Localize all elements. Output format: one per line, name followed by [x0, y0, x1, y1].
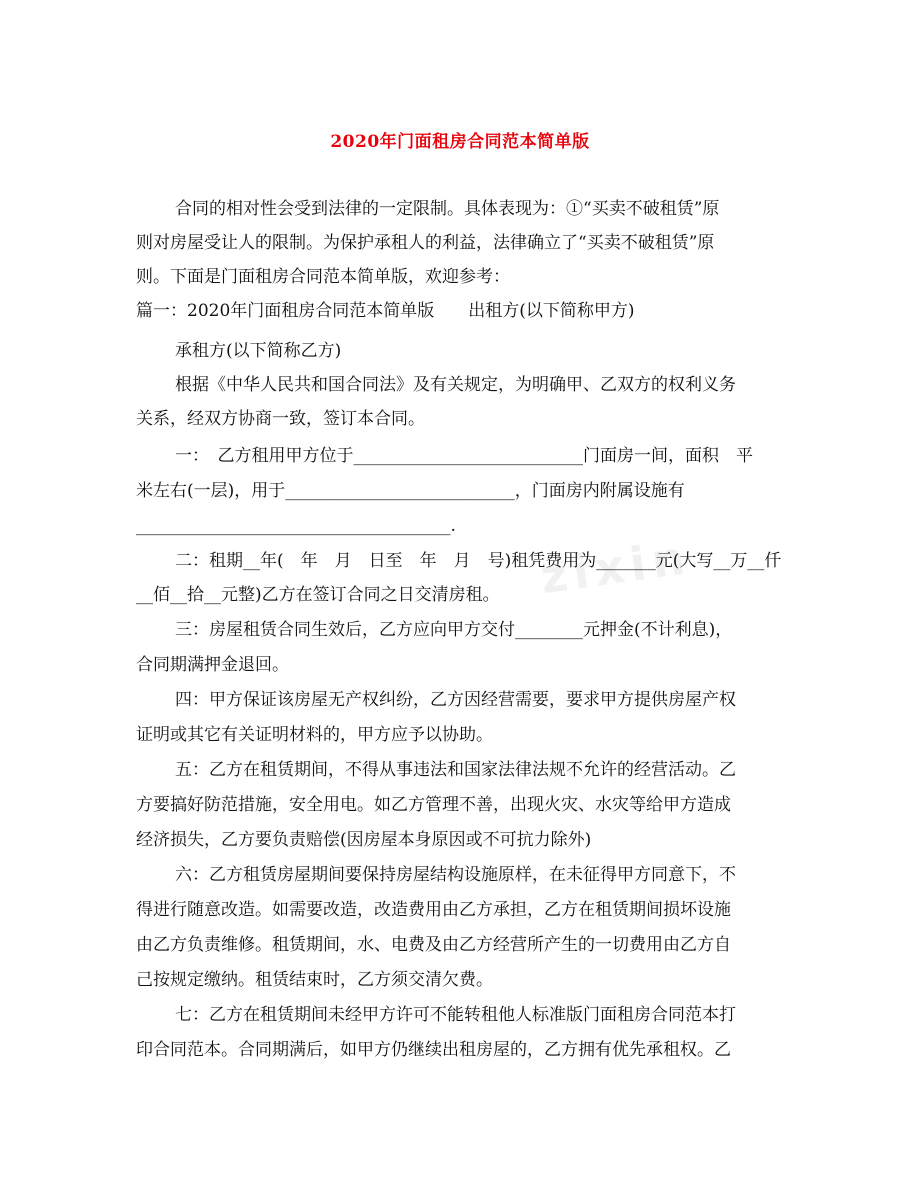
paragraph-line: __佰__拾__元整)乙方在签订合同之日交清房租。 — [136, 585, 500, 605]
paragraph-line: 五：乙方在租赁期间，不得从事违法和国家法律法规不允许的经营活动。乙 — [175, 760, 736, 780]
paragraph-line: 印合同范本。合同期满后，如甲方仍继续出租房屋的，乙方拥有优先承租权。乙 — [136, 1040, 731, 1060]
paragraph-line: 二：租期__年( 年 月 日至 年 月 号)租凭费用为_______元(大写__万__仟 — [175, 551, 782, 571]
paragraph-line: 证明或其它有关证明材料的，甲方应予以协助。 — [136, 725, 493, 745]
paragraph-line: 己按规定缴纳。租赁结束时，乙方须交清欠费。 — [136, 970, 493, 990]
paragraph-line: 关系，经双方协商一致，签订本合同。 — [136, 409, 425, 429]
paragraph-line: 由乙方负责维修。租赁期间，水、电费及由乙方经营所产生的一切费用由乙方自 — [136, 935, 731, 955]
paragraph-line: 承租方(以下简称乙方) — [175, 341, 342, 361]
paragraph-line: 七：乙方在租赁期间未经甲方许可不能转租他人标准版门面租房合同范本打 — [175, 1005, 736, 1025]
paragraph-line: 三：房屋租赁合同生效后，乙方应向甲方交付________元押金(不计利息)， — [175, 620, 733, 640]
paragraph-line: 合同的相对性会受到法律的一定限制。具体表现为：①“买卖不破租赁”原 — [175, 199, 720, 219]
paragraph-line: 四：甲方保证该房屋无产权纠纷，乙方因经营需要，要求甲方提供房屋产权 — [175, 690, 736, 710]
paragraph-line: 米左右(一层)，用于___________________________，门面房内附属设施有 — [136, 481, 685, 501]
paragraph-line: 则对房屋受让人的限制。为保护承租人的利益，法律确立了“买卖不破租赁”原 — [136, 233, 715, 253]
paragraph-line: 篇一：2020年门面租房合同范本简单版 出租方(以下简称甲方) — [136, 301, 635, 321]
paragraph-line: 根据《中华人民共和国合同法》及有关规定，为明确甲、乙双方的权利义务 — [175, 375, 736, 395]
paragraph-line: 得进行随意改造。如需要改造，改造费用由乙方承担，乙方在租赁期间损坏设施 — [136, 900, 731, 920]
watermark: zixin — [536, 529, 694, 605]
paragraph-line: 一： 乙方租用甲方位于___________________________门面房一间，面积 平 — [175, 446, 753, 466]
paragraph-line: 则。下面是门面租房合同范本简单版，欢迎参考： — [136, 267, 510, 287]
paragraph-line: 六：乙方租赁房屋期间要保持房屋结构设施原样，在未征得甲方同意下，不 — [175, 865, 736, 885]
paragraph-line: _____________________________________. — [136, 516, 456, 536]
paragraph-line: 合同期满押金退回。 — [136, 655, 289, 675]
document-title: 2020年门面租房合同范本简单版 — [330, 132, 590, 152]
paragraph-line: 方要搞好防范措施，安全用电。如乙方管理不善，出现火灾、水灾等给甲方造成 — [136, 795, 731, 815]
paragraph-line: 经济损失，乙方要负责赔偿(因房屋本身原因或不可抗力除外) — [136, 830, 592, 850]
